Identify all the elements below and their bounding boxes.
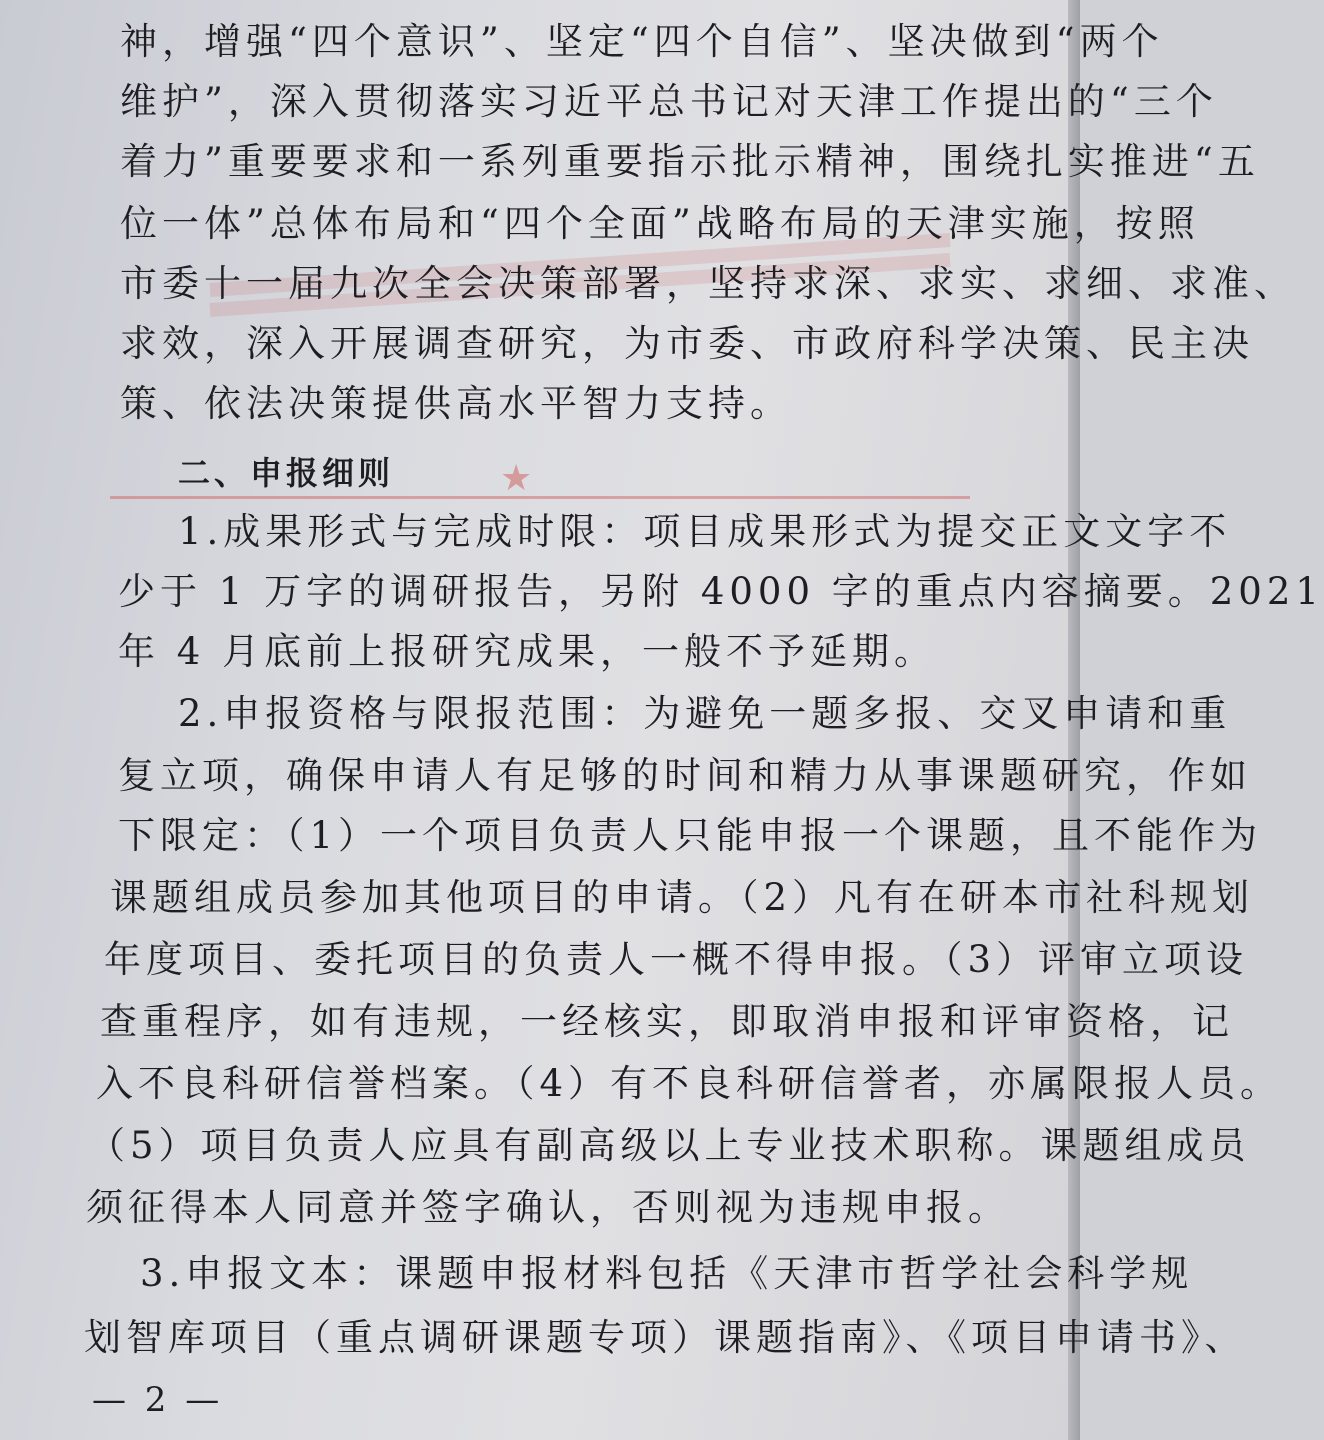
section-line-2: 少于 1 万字的调研报告，另附 4000 字的重点内容摘要。2021 [118,570,1324,613]
body-line-4: 位一体”总体布局和“四个全面”战略布局的天津实施，按照 [120,202,1200,245]
section-line-6: 下限定：（1）一个项目负责人只能申报一个课题，且不能作为 [118,814,1263,857]
body-line-2: 维护”，深入贯彻落实习近平总书记对天津工作提出的“三个 [120,80,1218,123]
body-line-5: 市委十一届九次全会决策部署，坚持求深、求实、求细、求准、 [120,262,1296,305]
section-line-8: 年度项目、委托项目的负责人一概不得申报。（3）评审立项设 [104,938,1249,981]
section-line-10: 入不良科研信誉档案。（4）有不良科研信誉者，亦属限报人员。 [96,1062,1283,1105]
section-line-3: 年 4 月底前上报研究成果，一般不予延期。 [118,630,937,673]
section-line-9: 查重程序，如有违规，一经核实，即取消申报和评审资格，记 [100,1000,1234,1043]
section-line-7: 课题组成员参加其他项目的申请。（2）凡有在研本市社科规划 [110,876,1255,919]
page-number: — 2 — [92,1380,224,1420]
section-line-13: 3.申报文本：课题申报材料包括《天津市哲学社会科学规 [140,1252,1194,1295]
body-line-7: 策、依法决策提供高水平智力支持。 [120,382,792,425]
section-heading: 二、申报细则 [178,454,395,492]
body-line-6: 求效，深入开展调查研究，为市委、市政府科学决策、民主决 [120,322,1254,365]
seal-star-icon: ★ [500,458,533,499]
seal-underline [110,496,970,499]
body-line-3: 着力”重要要求和一系列重要指示批示精神，围绕扎实推进“五 [120,140,1260,183]
section-line-4: 2.申报资格与限报范围：为避免一题多报、交叉申请和重 [178,692,1232,735]
section-line-11: （5）项目负责人应具有副高级以上专业技术职称。课题组成员 [88,1124,1251,1167]
section-line-1: 1.成果形式与完成时限：项目成果形式为提交正文文字不 [178,510,1232,553]
section-line-5: 复立项，确保申请人有足够的时间和精力从事课题研究，作如 [118,754,1252,797]
body-line-1: 神，增强“四个意识”、坚定“四个自信”、坚决做到“两个 [120,20,1164,63]
section-line-12: 须征得本人同意并签字确认，否则视为违规申报。 [86,1186,1010,1229]
section-line-14: 划智库项目（重点调研课题专项）课题指南》、《项目申请书》、 [84,1316,1247,1359]
